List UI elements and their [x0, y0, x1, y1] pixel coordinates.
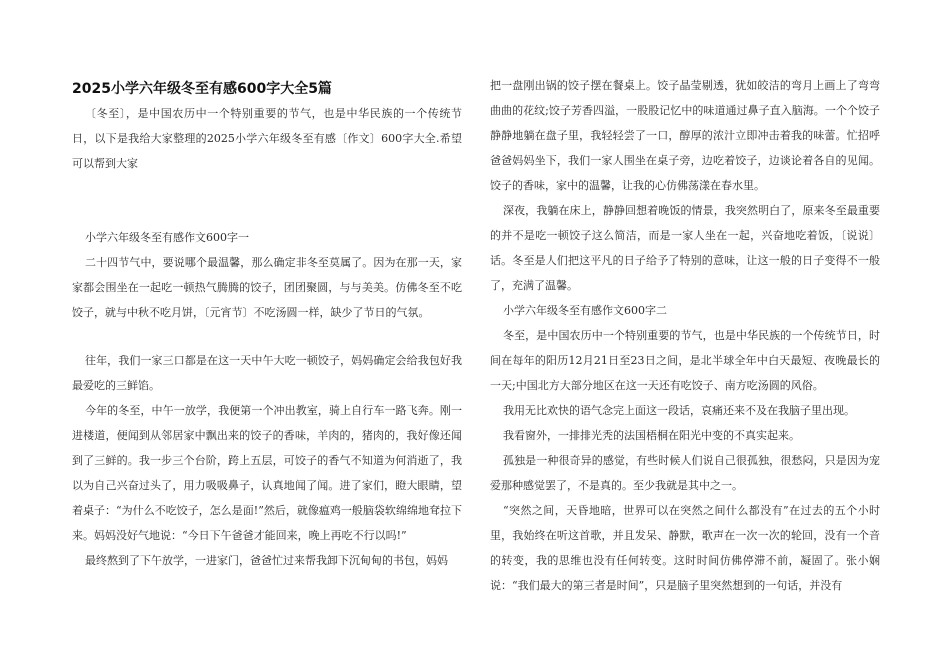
body-paragraph: 今年的冬至，中午一放学，我便第一个冲出教室，骑上自行车一路飞奔。刚一进楼道，便闻到从邻居家中飘出来的饺子的香味，羊肉的，猪肉的，我好像还闻到了三鲜的。我一步三个台阶，跨上五层，可饺子的香气不知道为何消逝了，我以为自己兴奋过头了，用力吸吸鼻子，认真地闻了闻。进了家们，瞪大眼睛，望着桌子：“为什么不吃饺子，怎么是面!”然后，就像瘟鸡一般脑袋软绵绵地耷拉下来。妈妈没好气地说：“今日下午爸爸才能回来，晚上再吃不行以吗!”: [72, 404, 462, 542]
document-title: 2025小学六年级冬至有感600字大全5篇: [72, 81, 332, 97]
body-paragraph: 孤独是一种很奇异的感觉，有些时候人们说自己很孤独，很愁闷，只是因为宠爱那种感觉罢了，不是真的。至少我就是其中之一。: [490, 454, 880, 492]
right-block: [490, 73, 880, 598]
body-paragraph: 把一盘刚出锅的饺子摆在餐桌上。饺子晶莹剔透，犹如皎洁的弯月上画上了弯弯曲曲的花纹;饺子芳香四溢，一股股记忆中的味道通过鼻子直入脑海。一个个饺子静静地躺在盘子里，我轻轻尝了一口，醇厚的浓汁立即冲击着我的味蕾。忙招呼爸爸妈妈坐下，我们一家人围坐在桌子旁，边吃着饺子，边谈论着各自的见闻。饺子的香味，家中的温馨，让我的心仿佛荡漾在春水里。: [490, 79, 880, 192]
intro-block: [72, 101, 462, 176]
section-one-block: [72, 225, 462, 325]
section-heading: 小学六年级冬至有感作文600字二: [503, 304, 667, 317]
body-paragraph: 深夜，我躺在床上，静静回想着晚饭的情景，我突然明白了，原来冬至最重要的并不是吃一顿饺子这么简洁，而是一家人坐在一起，兴奋地吃着饭，〔说说〕话。冬至是人们把这平凡的日子给予了特别的意味，让这一般的日子变得不一般了，充满了温馨。: [490, 204, 880, 292]
body-paragraph: 最终熬到了下午放学，一进家门，爸爸忙过来帮我卸下沉甸甸的书包，妈妈: [85, 554, 448, 567]
body-paragraph: 二十四节气中，要说哪个最温馨，那么确定非冬至莫属了。因为在那一天，家家都会围坐在一起吃一顿热气腾腾的饺子，团团聚圆，与与美美。仿佛冬至不吃饺子，就与中秋不吃月饼，〔元宵节〕不吃汤圆一样，缺少了节日的气氛。: [72, 256, 462, 319]
section-one-continued: [72, 348, 462, 573]
body-paragraph: “突然之间，天昏地暗，世界可以在突然之间什么都没有”在过去的五个小时里，我始终在听这首歌，并且发呆、静默，歌声在一次一次的轮回，没有一个音的转变，我的思维也没有任何转变。这时时间仿佛停滞不前，凝固了。张小娴说：“我们最大的第三者是时间”，只是脑子里突然想到的一句话，并没有: [490, 504, 880, 592]
body-paragraph: 往年，我们一家三口都是在这一天中午大吃一顿饺子，妈妈确定会给我包好我最爱吃的三鲜馅。: [72, 354, 462, 392]
body-paragraph: 我用无比欢快的语气念完上面这一段话，哀痛还来不及在我脑子里出现。: [503, 404, 855, 417]
body-paragraph: 我看窗外，一排排光秃的法国梧桐在阳光中变的不真实起来。: [503, 429, 800, 442]
body-paragraph: 冬至，是中国农历中一个特别重要的节气，也是中华民族的一个传统节日，时间在每年的阳历12月21日至23日之间，是北半球全年中白天最短、夜晚最长的一天;中国北方大部分地区在这一天还有吃饺子、南方吃汤圆的风俗。: [490, 329, 880, 392]
intro-paragraph: 〔冬至〕，是中国农历中一个特别重要的节气，也是中华民族的一个传统节日，以下是我给大家整理的2025小学六年级冬至有感〔作文〕600字大全.希望可以帮到大家: [72, 107, 462, 170]
section-heading: 小学六年级冬至有感作文600字一: [85, 231, 249, 244]
